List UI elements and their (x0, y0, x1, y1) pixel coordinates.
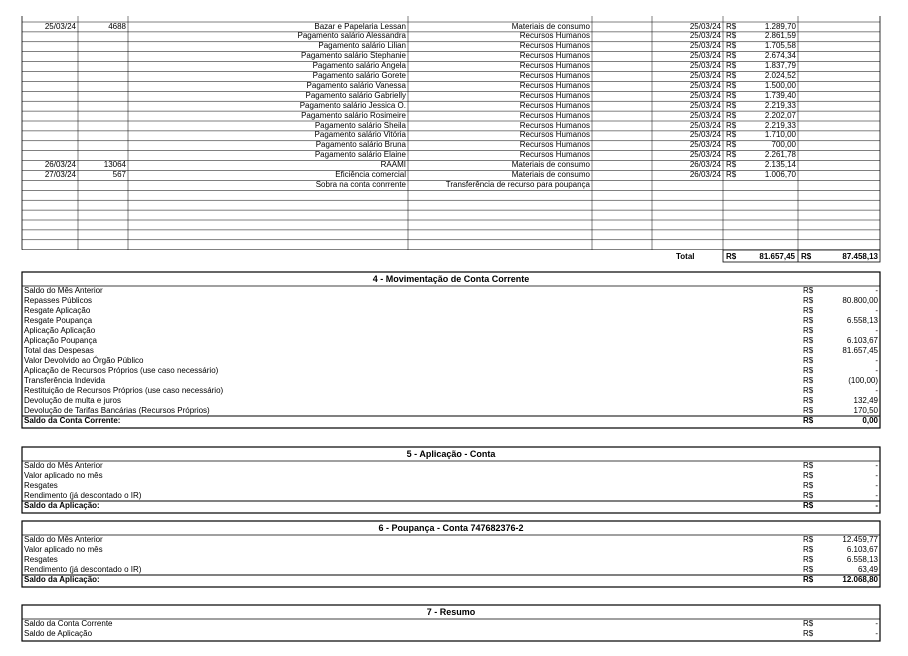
section-row-value: 6.103,67 (846, 336, 878, 345)
section-row-value: - (875, 471, 878, 480)
expense-payment-date: 25/03/24 (689, 51, 721, 61)
section-row-value: 80.800,00 (842, 296, 878, 305)
section-row-currency: R$ (803, 629, 814, 638)
section-total-label: Saldo da Aplicação: (24, 575, 100, 584)
section-total-currency: R$ (803, 575, 814, 584)
expense-currency: R$ (726, 100, 737, 110)
expense-category: Transferência de recurso para poupança (445, 179, 590, 189)
expense-amount: 2.261,78 (764, 150, 796, 160)
expense-category: Recursos Humanos (519, 110, 590, 120)
expense-payment-date: 25/03/24 (689, 71, 721, 80)
section-row-currency: R$ (803, 286, 814, 295)
expense-payment-date: 25/03/24 (689, 130, 721, 140)
expense-payment-date: 25/03/24 (689, 61, 721, 71)
section-row-currency: R$ (803, 296, 814, 305)
expense-description: Pagamento salário Bruna (315, 140, 406, 150)
section-row-currency: R$ (803, 406, 814, 415)
expense-description: Pagamento salário Stephanie (301, 51, 406, 61)
section-row-value: - (875, 356, 878, 365)
section-row-value: - (875, 366, 878, 375)
section-row-value: 170,50 (853, 406, 878, 415)
expense-category: Recursos Humanos (519, 41, 590, 51)
expense-amount: 2.219,33 (764, 120, 796, 130)
expense-amount: 2.674,34 (764, 51, 796, 61)
expense-payment-date: 25/03/24 (689, 90, 721, 100)
expense-currency: R$ (726, 150, 737, 160)
section-row-value: - (875, 481, 878, 490)
section-total-value: - (875, 501, 878, 510)
section-row-currency: R$ (803, 461, 814, 470)
section-border (22, 272, 880, 428)
expense-currency: R$ (726, 160, 737, 170)
expense-amount: 1.705,58 (764, 41, 796, 51)
section-row-currency: R$ (803, 619, 814, 628)
expense-description: Bazar e Papelaria Lessan (314, 21, 406, 31)
expense-description: Pagamento salário Vitória (314, 130, 406, 140)
section-row-currency: R$ (803, 471, 814, 480)
expense-document-number: 4688 (108, 21, 126, 31)
expense-amount: 2.024,52 (764, 71, 796, 80)
section-row-value: - (875, 306, 878, 315)
section-row-currency: R$ (803, 555, 814, 564)
section-row-label: Valor aplicado no mês (24, 545, 103, 554)
expense-category: Recursos Humanos (519, 140, 590, 150)
expense-description: Pagamento salário Lilian (318, 41, 406, 51)
expense-payment-date: 25/03/24 (689, 80, 721, 90)
section-total-value: 12.068,80 (842, 575, 878, 584)
expense-document-number: 13064 (103, 160, 126, 170)
section-row-currency: R$ (803, 316, 814, 325)
expense-date: 27/03/24 (44, 170, 76, 179)
expense-currency: R$ (726, 110, 737, 120)
section-total-label: Saldo da Conta Corrente: (24, 416, 121, 425)
expense-category: Recursos Humanos (519, 71, 590, 80)
expense-payment-date: 25/03/24 (689, 110, 721, 120)
expense-amount: 2.219,33 (764, 100, 796, 110)
expense-document-number: 567 (112, 170, 126, 179)
section-row-currency: R$ (803, 565, 814, 574)
expense-currency: R$ (726, 80, 737, 90)
section-row-label: Saldo do Mês Anterior (24, 461, 103, 470)
section-row-label: Saldo da Conta Corrente (24, 619, 113, 628)
section-row-label: Total das Despesas (24, 346, 94, 355)
section-row-currency: R$ (803, 545, 814, 554)
expense-currency: R$ (726, 90, 737, 100)
expense-currency: R$ (726, 120, 737, 130)
expense-currency: R$ (726, 130, 737, 140)
section-row-currency: R$ (803, 326, 814, 335)
section-row-label: Resgates (24, 555, 58, 564)
section-row-label: Saldo de Aplicação (24, 629, 93, 638)
expense-description: RAAMI (380, 160, 406, 170)
expense-currency: R$ (726, 140, 737, 150)
section-row-value: - (875, 326, 878, 335)
expense-amount: 2.202,07 (764, 110, 796, 120)
expense-category: Recursos Humanos (519, 80, 590, 90)
expense-currency: R$ (726, 51, 737, 61)
section-row-value: 6.558,13 (846, 316, 878, 325)
expense-payment-date: 26/03/24 (689, 160, 721, 170)
expense-category: Recursos Humanos (519, 51, 590, 61)
section-total-currency: R$ (803, 501, 814, 510)
expense-amount: 1.289,70 (764, 21, 796, 31)
expense-description: Eficiência comercial (335, 170, 406, 179)
expense-amount: 700,00 (771, 140, 796, 150)
section-row-label: Valor aplicado no mês (24, 471, 103, 480)
total-currency: R$ (801, 252, 812, 261)
section-row-currency: R$ (803, 535, 814, 544)
section-row-label: Devolução de multa e juros (24, 396, 121, 405)
expense-payment-date: 25/03/24 (689, 21, 721, 31)
expense-payment-date: 25/03/24 (689, 41, 721, 51)
section-total-value: 0,00 (862, 416, 878, 425)
expense-currency: R$ (726, 21, 737, 31)
expense-payment-date: 25/03/24 (689, 120, 721, 130)
expense-description: Pagamento salário Gabrielly (305, 90, 406, 100)
expense-category: Recursos Humanos (519, 61, 590, 71)
expense-currency: R$ (726, 71, 737, 80)
section-row-value: 63,49 (857, 565, 878, 574)
expense-description: Pagamento salário Rosimeire (301, 110, 406, 120)
section-row-value: - (875, 629, 878, 638)
section-row-label: Transferência Indevida (24, 376, 106, 385)
expense-description: Pagamento salário Alessandra (297, 31, 406, 41)
section-row-label: Resgate Aplicação (24, 306, 91, 315)
expense-description: Pagamento salário Angela (312, 61, 406, 71)
section-row-value: (100,00) (848, 376, 878, 385)
section-row-currency: R$ (803, 346, 814, 355)
section-row-currency: R$ (803, 356, 814, 365)
section-row-label: Saldo do Mês Anterior (24, 535, 103, 544)
expense-payment-date: 25/03/24 (689, 31, 721, 41)
section-title: 4 - Movimentação de Conta Corrente (372, 274, 530, 284)
expense-amount: 1.837,79 (764, 61, 796, 71)
section-title: 5 - Aplicação - Conta (406, 449, 496, 459)
section-row-value: - (875, 461, 878, 470)
section-row-label: Rendimento (já descontado o IR) (24, 491, 142, 500)
expense-amount: 1.739,40 (764, 90, 796, 100)
section-row-currency: R$ (803, 336, 814, 345)
expense-date: 26/03/24 (44, 160, 76, 170)
expense-currency: R$ (726, 31, 737, 41)
section-row-currency: R$ (803, 386, 814, 395)
section-row-value: 132,49 (853, 396, 878, 405)
section-row-label: Saldo do Mês Anterior (24, 286, 103, 295)
section-row-currency: R$ (803, 481, 814, 490)
expense-currency: R$ (726, 41, 737, 51)
expense-category: Recursos Humanos (519, 31, 590, 41)
expense-payment-date: 25/03/24 (689, 100, 721, 110)
section-row-currency: R$ (803, 396, 814, 405)
section-row-value: 6.558,13 (846, 555, 878, 564)
section-row-currency: R$ (803, 491, 814, 500)
section-row-value: 81.657,45 (842, 346, 878, 355)
section-row-label: Resgates (24, 481, 58, 490)
section-row-label: Valor Devolvido ao Órgão Público (24, 356, 144, 365)
expense-category: Recursos Humanos (519, 120, 590, 130)
section-row-currency: R$ (803, 366, 814, 375)
expense-amount: 1.500,00 (764, 80, 796, 90)
section-title: 6 - Poupança - Conta 747682376-2 (378, 523, 524, 533)
section-row-currency: R$ (803, 306, 814, 315)
expense-amount: 2.135,14 (764, 160, 796, 170)
total-balance-value: 87.458,13 (842, 252, 878, 261)
expense-category: Recursos Humanos (519, 150, 590, 160)
section-total-currency: R$ (803, 416, 814, 425)
expense-category: Materiais de consumo (511, 21, 590, 31)
expense-description: Sobra na conta conrrente (315, 179, 406, 189)
total-expenses-value: 81.657,45 (759, 252, 795, 261)
total-currency: R$ (726, 252, 737, 261)
section-row-label: Resgate Poupança (24, 316, 93, 325)
expense-description: Pagamento salário Vanessa (306, 80, 406, 90)
section-row-label: Aplicação Poupança (24, 336, 97, 345)
section-row-value: - (875, 491, 878, 500)
expense-currency: R$ (726, 170, 737, 179)
expense-category: Recursos Humanos (519, 130, 590, 140)
section-row-value: - (875, 386, 878, 395)
expense-amount: 1.006,70 (764, 170, 796, 179)
expense-currency: R$ (726, 61, 737, 71)
expense-description: Pagamento salário Jessica O. (299, 100, 406, 110)
expense-amount: 2.861,59 (764, 31, 796, 41)
expense-description: Pagamento salário Gorete (312, 71, 406, 80)
total-label: Total (676, 252, 695, 261)
section-row-value: 12.459,77 (842, 535, 878, 544)
expense-category: Recursos Humanos (519, 90, 590, 100)
section-total-label: Saldo da Aplicação: (24, 501, 100, 510)
section-row-label: Repasses Públicos (24, 296, 93, 305)
section-row-label: Rendimento (já descontado o IR) (24, 565, 142, 574)
expense-category: Materiais de consumo (511, 170, 590, 179)
section-row-value: - (875, 619, 878, 628)
section-row-value: 6.103,67 (846, 545, 878, 554)
section-row-value: - (875, 286, 878, 295)
section-row-label: Devolução de Tarifas Bancárias (Recursos Próprios) (24, 406, 210, 415)
expense-payment-date: 25/03/24 (689, 140, 721, 150)
section-row-label: Aplicação de Recursos Próprios (use caso necessário) (24, 366, 219, 375)
section-title: 7 - Resumo (426, 607, 476, 617)
expense-category: Recursos Humanos (519, 100, 590, 110)
section-row-label: Restituição de Recursos Próprios (use caso necessário) (24, 386, 224, 395)
section-row-label: Aplicação Aplicação (24, 326, 96, 335)
section-row-currency: R$ (803, 376, 814, 385)
expense-date: 25/03/24 (44, 21, 76, 31)
expense-payment-date: 25/03/24 (689, 150, 721, 160)
expense-description: Pagamento salário Sheila (314, 120, 406, 130)
expense-description: Pagamento salário Elaine (314, 150, 406, 160)
expense-category: Materiais de consumo (511, 160, 590, 170)
expense-amount: 1.710,00 (764, 130, 796, 140)
expense-payment-date: 26/03/24 (689, 170, 721, 179)
